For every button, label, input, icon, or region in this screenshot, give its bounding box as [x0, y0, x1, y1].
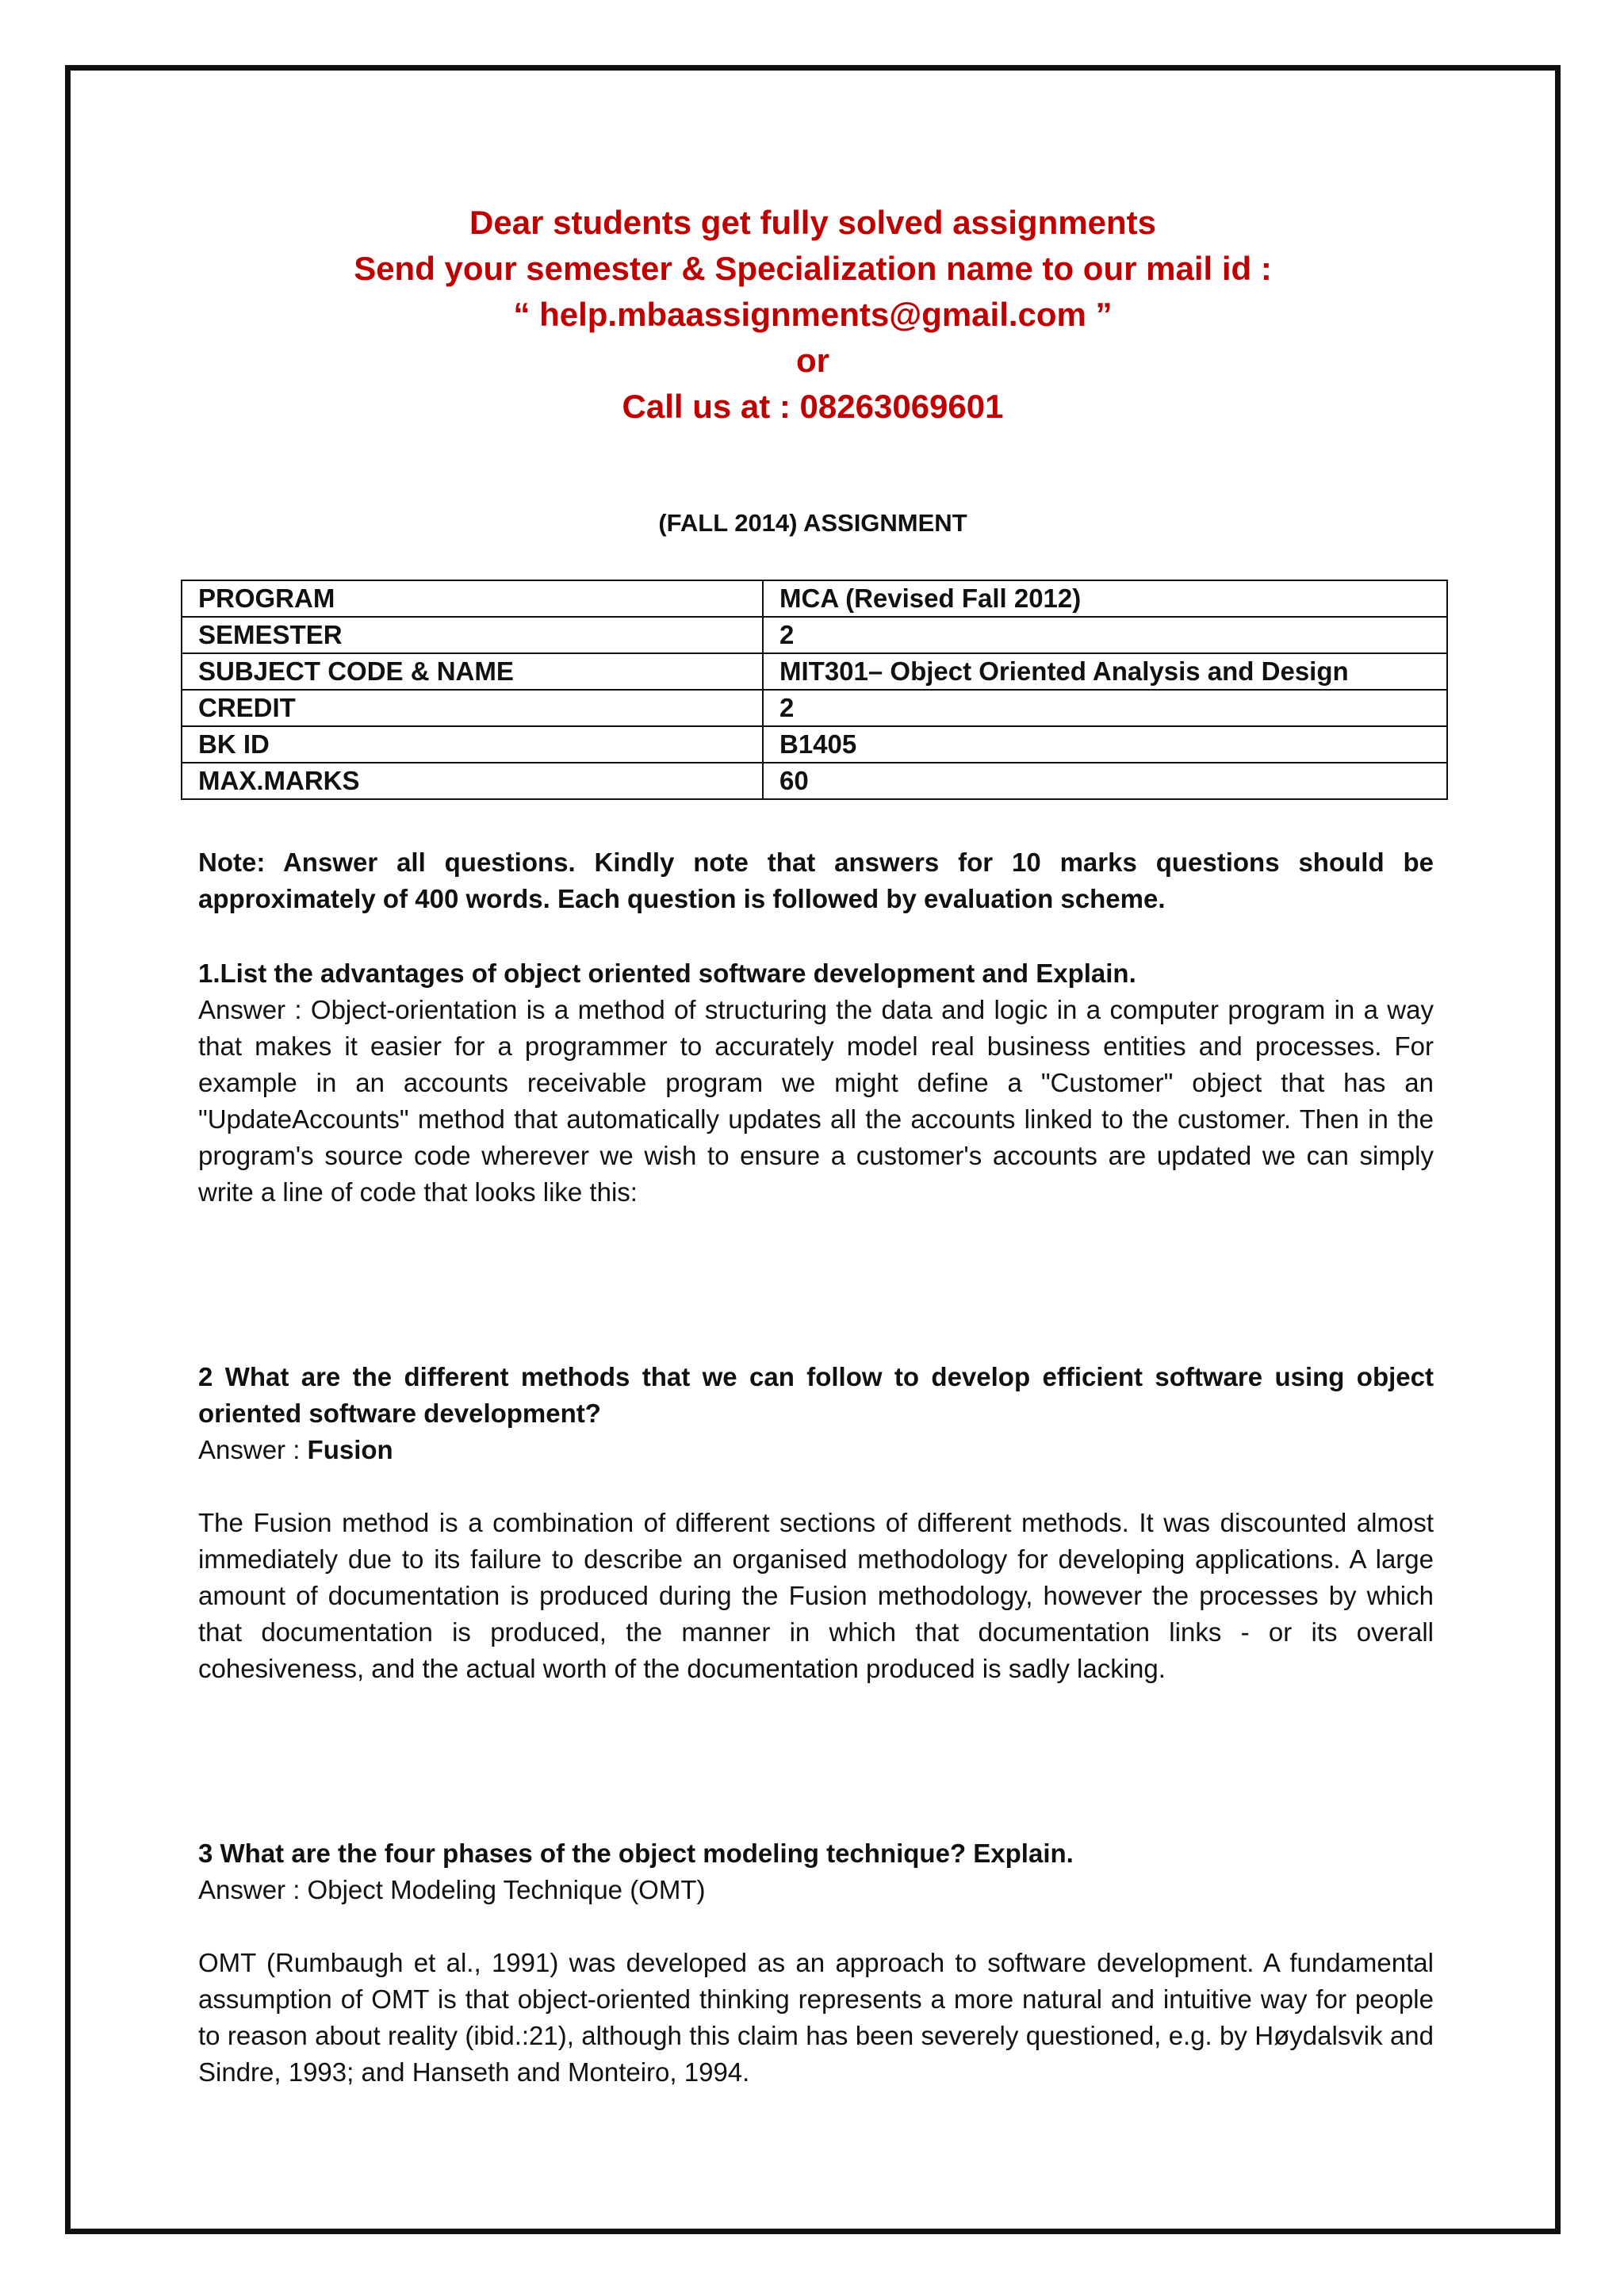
answer-3: Answer : Object Modeling Technique (OMT) — [198, 1875, 706, 1904]
question-2-block — [198, 1359, 1434, 1687]
info-table — [181, 580, 1448, 800]
question-1-block — [198, 955, 1434, 1211]
answer-2-prefix: Answer : — [198, 1435, 308, 1464]
promo-block — [65, 200, 1561, 430]
info-key: CREDIT — [182, 690, 763, 726]
info-key: SUBJECT CODE & NAME — [182, 653, 763, 690]
info-value: 2 — [763, 690, 1447, 726]
answer-3-paragraph: OMT (Rumbaugh et al., 1991) was developed as an approach to software development. A fundamental assumption of OMT is that object-oriented thinking represents a more natural and intuitive way for people to reason about reality (ibid.:21), although this claim has been severely questioned, e.g. by Høydalsvik and Sindre, 1993; and Hanseth and Monteiro, 1994. — [198, 1948, 1434, 2087]
answer-2-paragraph: The Fusion method is a combination of different sections of different methods. It was discounted almost immediately due to its failure to describe an organised methodology for developing applications. A large amount of documentation is produced during the Fusion methodology, however the processes by which that documentation is produced, the manner in which that documentation links - or its overall cohesiveness, and the actual worth of the documentation produced is sadly lacking. — [198, 1508, 1434, 1683]
promo-phone: Call us at : 08263069601 — [622, 388, 1004, 425]
answer-1: Answer : Object-orientation is a method of structuring the data and logic in a computer program in a way that makes it easier for a programmer to accurately model real business entities and processes. For example in an accounts receivable program we might define a "Customer" object that has an "UpdateAccounts" method that automatically updates all the accounts linked to the customer. Then in the program's source code wherever we wish to ensure a customer's accounts are updated we can simply write a line of code that looks like this: — [198, 995, 1434, 1207]
answer-2-line — [198, 1432, 1434, 1468]
info-key: PROGRAM — [182, 580, 763, 617]
table-row — [182, 580, 1447, 617]
question-1: 1.List the advantages of object oriented software development and Explain. — [198, 959, 1136, 988]
info-key: MAX.MARKS — [182, 763, 763, 799]
table-row — [182, 763, 1447, 799]
answer-2-heading: Fusion — [307, 1435, 393, 1464]
note: Note: Answer all questions. Kindly note that answers for 10 marks questions should be approximately of 400 words. Each question is followed by evaluation scheme. — [198, 848, 1434, 913]
promo-email: “ help.mbaassignments@gmail.com ” — [513, 296, 1113, 333]
info-value: 60 — [763, 763, 1447, 799]
table-row — [182, 726, 1447, 763]
table-row — [182, 653, 1447, 690]
promo-or: or — [796, 342, 829, 379]
table-row — [182, 690, 1447, 726]
question-3: 3 What are the four phases of the object modeling technique? Explain. — [198, 1839, 1074, 1868]
table-row — [182, 617, 1447, 653]
promo-line-2: Send your semester & Specialization name to our mail id : — [354, 250, 1272, 287]
info-value: 2 — [763, 617, 1447, 653]
info-value: MCA (Revised Fall 2012) — [763, 580, 1447, 617]
assignment-title: (FALL 2014) ASSIGNMENT — [658, 509, 967, 537]
info-key: SEMESTER — [182, 617, 763, 653]
question-3-block — [198, 1835, 1434, 2091]
question-2: 2 What are the different methods that we can follow to develop efficient software using object oriented software development? — [198, 1362, 1434, 1428]
promo-line-1: Dear students get fully solved assignments — [469, 204, 1156, 241]
info-value: MIT301– Object Oriented Analysis and Design — [763, 653, 1447, 690]
info-value: B1405 — [763, 726, 1447, 763]
info-key: BK ID — [182, 726, 763, 763]
